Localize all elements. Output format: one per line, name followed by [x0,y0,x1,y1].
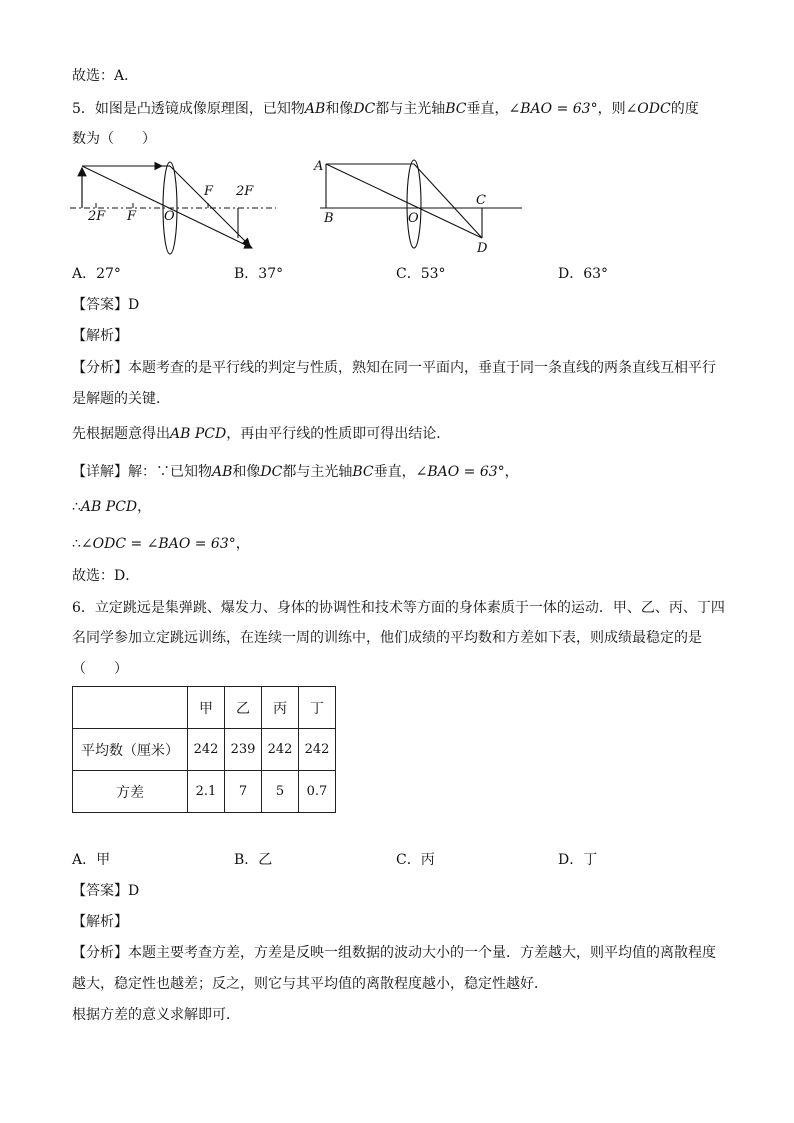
text: ， [504,464,519,480]
q5-option-c: C．53° [396,266,446,282]
q5-stem-text: 垂直， [466,101,509,117]
q5-answer [72,295,139,315]
label-c: C [476,193,486,208]
q5-stem-text: 和像 [325,101,354,117]
text: 都与主光轴 [282,464,353,480]
q5-stem-text: 都与主光轴 [375,101,446,117]
therefore-symbol: ∴ [72,536,81,552]
lens-figure-2 [310,154,526,258]
label-d: D [477,241,488,256]
q6-option-d: D．丁 [558,852,598,868]
table-cell: 2.1 [188,771,225,813]
q6-answer [72,881,139,901]
table-cell: 242 [299,729,336,771]
math-parallel: AB PCD [170,426,227,442]
q5-given-angle: ∠BAO = 63° [508,101,598,117]
q5-therefore2 [72,534,250,554]
q5-therefore1 [72,497,151,517]
q5-fenxi-line2: 是解题的关键． [72,391,170,407]
q6-stem-line3: （ ） [72,661,128,677]
label-2f-right: 2F [236,184,254,199]
lens-figure-1 [66,156,280,256]
table-cell: 5 [262,771,299,813]
fenxi-text: 本题主要考查方差，方差是反映一组数据的波动大小的一个量．方差越大，则平均值的离散程度 [128,945,716,961]
text: 和像 [232,464,261,480]
q5-stem-text: ，则 [597,101,626,117]
q5-stem-line1 [72,99,699,119]
answer-tag: 【答案】 [72,297,128,313]
q5-final: 故选：D． [72,568,140,584]
table-cell: 0.7 [299,771,336,813]
table-header-ding: 丁 [299,687,336,729]
table-row-label-variance: 方差 [73,771,188,813]
table-header-yi: 乙 [225,687,262,729]
label-f-left: F [127,209,137,224]
given-angle: ∠BAO = 63° [415,464,505,480]
q6-fenxi-line2: 越大，稳定性也越差；反之，则它与其平均值的离散程度越小，稳定性越好． [72,976,548,992]
fenxi-tag: 【分析】 [72,945,128,961]
q5-fenxi-line1 [72,358,716,378]
table-header-jia: 甲 [188,687,225,729]
text: 解：∵已知物 [128,464,212,480]
q6-table [72,686,336,813]
table-cell: 239 [225,729,262,771]
ray-lens-d [414,164,482,238]
q5-ab: AB [304,101,326,117]
q6-stem-line1: 6．立定跳远是集弹跳、爆发力、身体的协调性和技术等方面的身体素质于一体的运动．甲、乙、丙、丁四 [72,600,725,616]
q6-option-a: A．甲 [72,852,111,868]
label-o: O [164,209,175,224]
table-header-bing: 丙 [262,687,299,729]
fenxi-text: 本题考查的是平行线的判定与性质，熟知在同一平面内，垂直于同一条直线的两条直线互相平行 [128,360,716,376]
q5-dc: DC [260,464,283,480]
label-2f-left: 2F [88,209,106,224]
answer-value: D [128,297,140,313]
q5-option-a: A．27° [72,266,121,282]
answer-tag: 【答案】 [72,883,128,899]
q5-detail-line [72,462,519,482]
label-b: B [324,211,334,226]
q5-ab: AB [212,464,233,480]
ray-center [82,166,252,248]
q5-stem-text: 的度 [670,101,699,117]
q5-stem-text: 5．如图是凸透镜成像原理图，已知物 [72,101,305,117]
text: ， [235,536,250,552]
q5-stem-line2: 数为（ ） [72,131,156,147]
label-f-right: F [204,184,214,199]
text: ，再由平行线的性质即可得出结论． [226,426,451,442]
math-parallel: AB PCD [80,499,138,515]
therefore-symbol: ∴ [72,499,81,515]
q5-analysis-tag: 【解析】 [72,328,128,344]
q5-first-line [72,424,450,444]
q6-option-c: C．丙 [396,852,435,868]
q6-option-b: B．乙 [234,852,273,868]
q6-stem-line2: 名同学参加立定跳远训练，在连续一周的训练中，他们成绩的平均数和方差如下表，则成绩最稳定的是 [72,630,702,646]
q5-option-d: D．63° [558,266,609,282]
text: 垂直， [373,464,416,480]
label-o: O [408,211,419,226]
table-header-empty [73,687,188,729]
q6-fenxi-line1 [72,943,716,963]
segment-aod [326,164,482,238]
q5-bc: BC [445,101,467,117]
text: ， [137,499,152,515]
math-equation: ∠ODC = ∠BAO = 63° [80,536,236,552]
answer-value: D [128,883,140,899]
table-cell: 242 [262,729,299,771]
fenxi-tag: 【分析】 [72,360,128,376]
q6-final-line: 根据方差的意义求解即可． [72,1007,240,1023]
table-row-label-mean: 平均数（厘米） [73,729,188,771]
table-cell: 242 [188,729,225,771]
q5-bc: BC [352,464,374,480]
q4-answer-line: 故选：A． [72,68,139,84]
q5-target-angle: ∠ODC [625,101,671,117]
text: 先根据题意得出 [72,426,170,442]
table-cell: 7 [225,771,262,813]
detail-tag: 【详解】 [72,464,128,480]
q6-analysis-tag: 【解析】 [72,914,128,930]
q5-dc: DC [353,101,376,117]
q5-option-b: B．37° [234,266,284,282]
label-a: A [314,159,324,174]
